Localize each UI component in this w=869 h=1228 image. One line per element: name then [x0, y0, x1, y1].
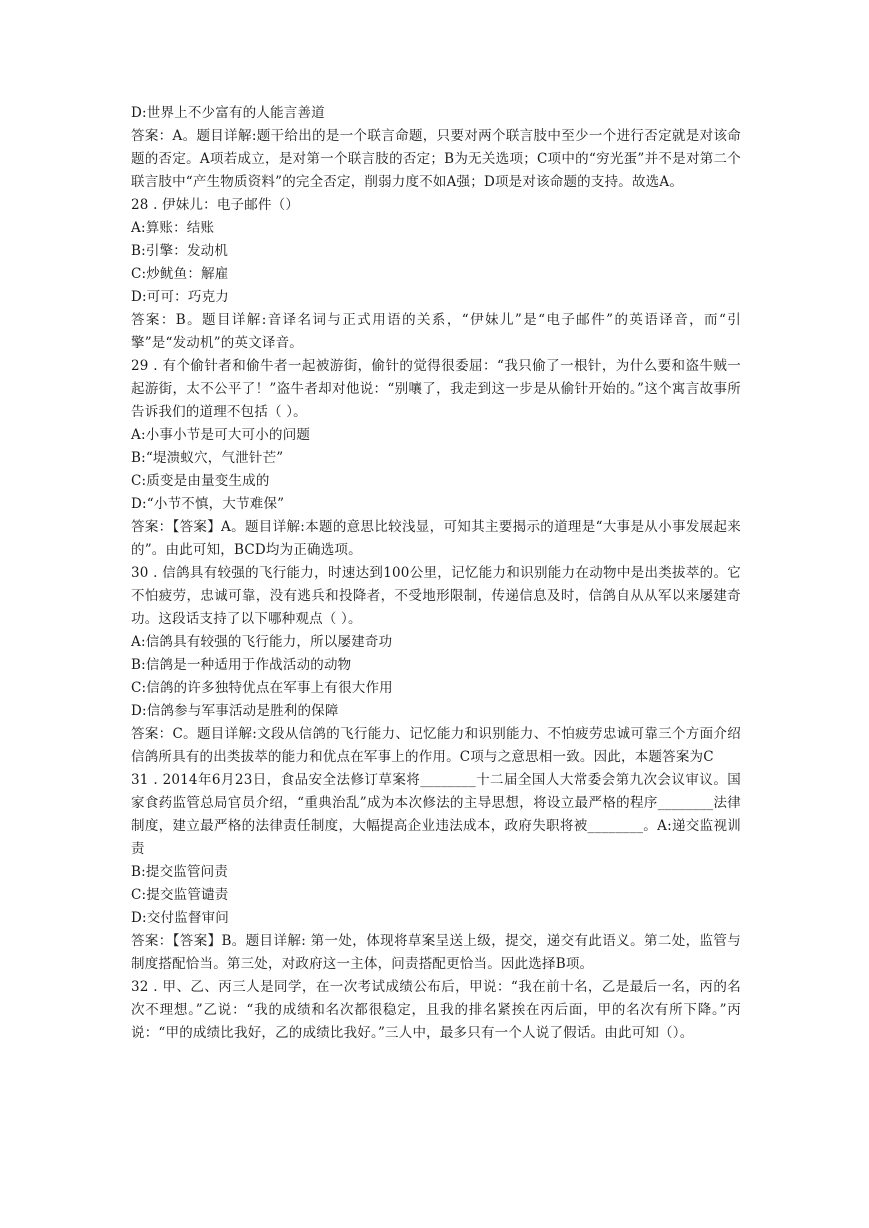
q32-question: 32 . 甲、乙、丙三人是同学，在一次考试成绩公布后，甲说：“我在前十名，乙是最后一名，丙的名次不理想。”乙说：“我的成绩和名次都很稳定，且我的排名紧挨在丙后面，甲的名次有所下降。”丙说：“甲的成绩比我好，乙的成绩比我好。”三人中，最多只有一个人说了假话。由此可知（）。: [131, 979, 741, 1041]
q31-option-b: B:提交监管问责: [131, 864, 229, 880]
q29-option-b: B:“堤溃蚁穴，气泄针芒”: [131, 450, 284, 466]
q29-question: 29 . 有个偷针者和偷牛者一起被游街，偷针的觉得很委屈：“我只偷了一根针，为什么要和盗牛贼一起游街，太不公平了！”盗牛者却对他说：“别嚷了，我走到这一步是从偷针开始的。”这个寓言故事所告诉我们的道理不包括（ ）。: [131, 358, 741, 420]
q28-question: 28 . 伊妹儿：电子邮件（）: [131, 197, 300, 213]
q28-option-a: A:算账：结账: [131, 220, 215, 236]
q31-option-d: D:交付监督审问: [131, 910, 229, 926]
q29-answer: 答案：【答案】A。题目详解:本题的意思比较浅显，可知其主要揭示的道理是“大事是从小事发展起来的”。由此可知，BCD均为正确选项。: [131, 519, 741, 558]
q30-question: 30 . 信鸽具有较强的飞行能力，时速达到100公里，记忆能力和识别能力在动物中是出类拔萃的。它不怕疲劳，忠诚可靠，没有逃兵和投降者，不受地形限制，传递信息及时，信鸽自从从军以来屡建奇功。这段话支持了以下哪种观点（ ）。: [131, 565, 741, 627]
q28-option-c: C:炒鱿鱼：解雇: [131, 266, 229, 282]
q28-option-b: B:引擎：发动机: [131, 243, 229, 259]
q30-option-a: A:信鸽具有较强的飞行能力，所以屡建奇功: [131, 634, 393, 650]
q30-option-b: B:信鸽是一种适用于作战活动的动物: [131, 657, 352, 673]
document-body: [131, 102, 741, 1045]
q28-option-d: D:可可：巧克力: [131, 289, 229, 305]
q27-answer: 答案：A。题目详解:题干给出的是一个联言命题，只要对两个联言肢中至少一个进行否定就是对该命题的否定。A项若成立，是对第一个联言肢的否定；B为无关选项；C项中的“穷光蛋”并不是对第二个联言肢中“产生物质资料”的完全否定，削弱力度不如A强；D项是对该命题的支持。故选A。: [131, 128, 741, 190]
q31-question: 31 . 2014年6月23日，食品安全法修订草案将________十二届全国人大常委会第九次会议审议。国家食药监管总局官员介绍，“重典治乱”成为本次修法的主导思想，将设立最严格的程序________法律制度，建立最严格的法律责任制度，大幅提高企业违法成本，政府失职将被________。A:递交监视训责: [131, 772, 741, 857]
q29-option-d: D:“小节不慎，大节难保”: [131, 496, 285, 512]
q30-answer: 答案：C。题目详解:文段从信鸽的飞行能力、记忆能力和识别能力、不怕疲劳忠诚可靠三个方面介绍信鸽所具有的出类拔萃的能力和优点在军事上的作用。C项与之意思相一致。因此，本题答案为C: [131, 726, 741, 765]
q30-option-c: C:信鸽的许多独特优点在军事上有很大作用: [131, 680, 393, 696]
q29-option-a: A:小事小节是可大可小的问题: [131, 427, 311, 443]
q31-option-c: C:提交监管谴责: [131, 887, 229, 903]
q27-option-d: D:世界上不少富有的人能言善道: [131, 105, 325, 121]
q29-option-c: C:质变是由量变生成的: [131, 473, 270, 489]
q31-answer: 答案：【答案】B。题目详解: 第一处，体现将草案呈送上级，提交，递交有此语义。第二处，监管与制度搭配恰当。第三处，对政府这一主体，问责搭配更恰当。因此选择B项。: [131, 933, 741, 972]
q30-option-d: D:信鸽参与军事活动是胜利的保障: [131, 703, 339, 719]
q28-answer: 答案：B。题目详解:音译名词与正式用语的关系，“伊妹儿”是“电子邮件”的英语译音，而“引擎”是“发动机”的英文译音。: [131, 312, 741, 351]
